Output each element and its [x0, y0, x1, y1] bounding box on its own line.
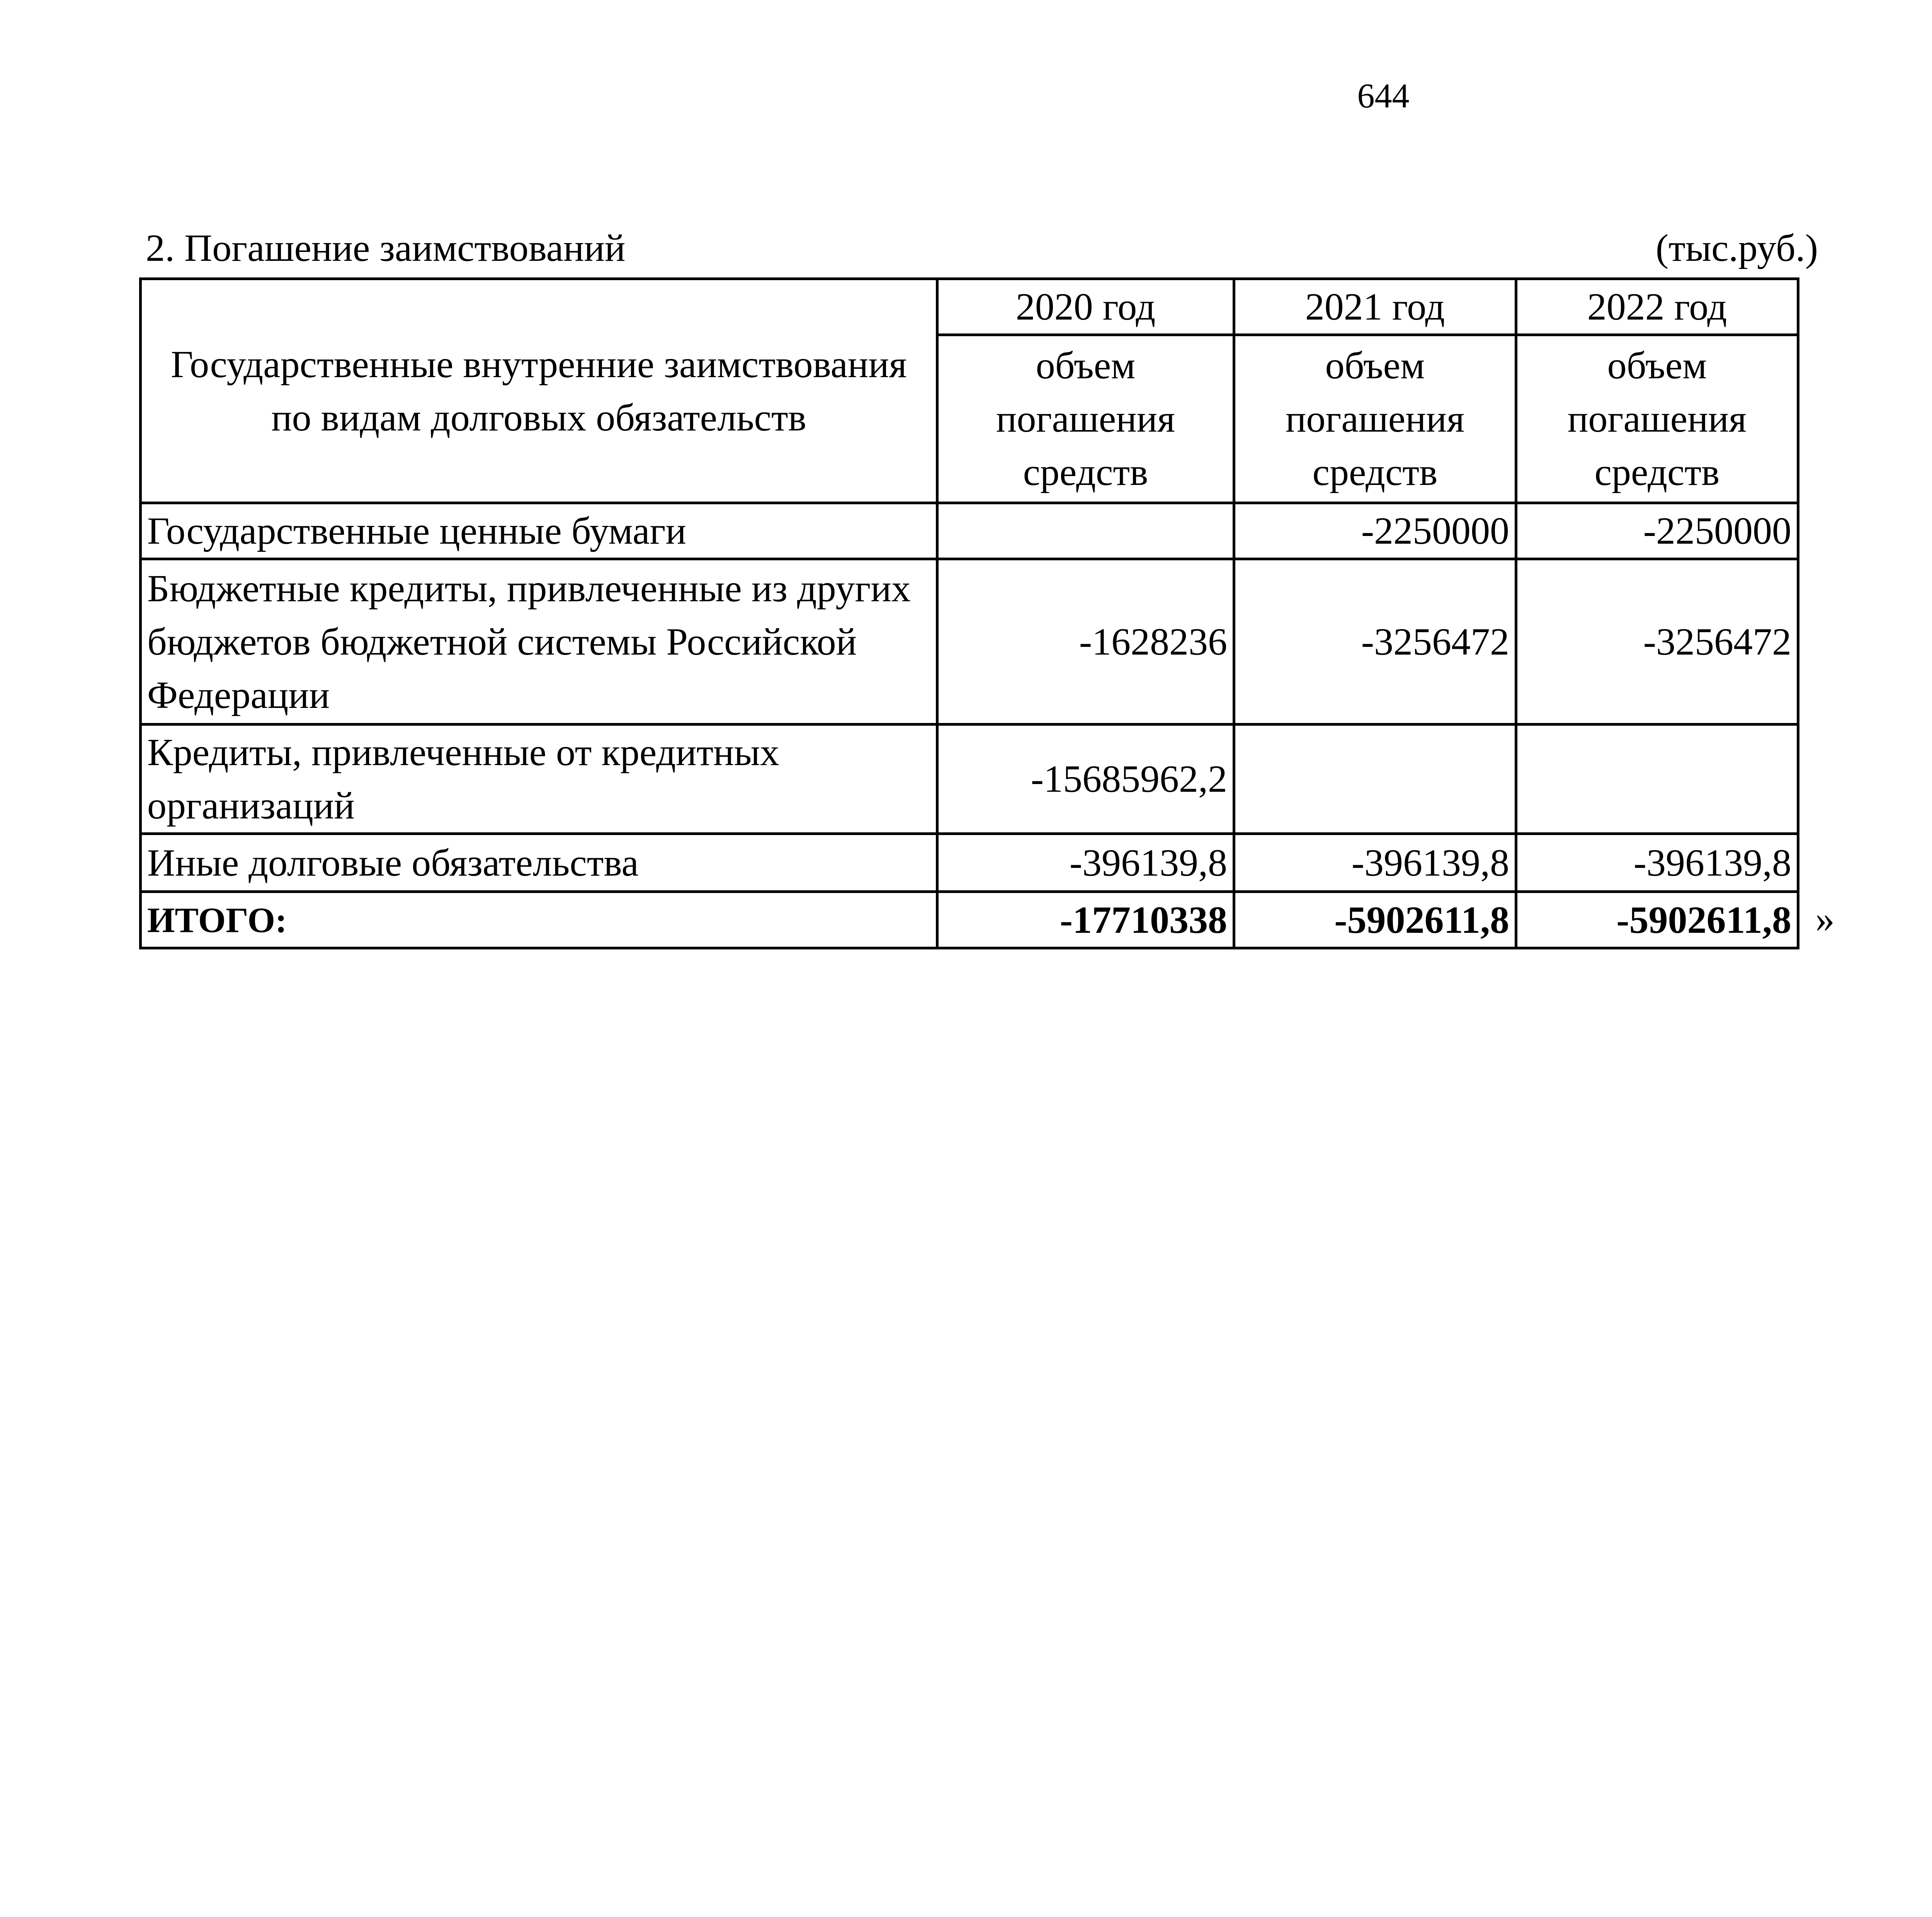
value-2022: -3256472: [1516, 559, 1798, 725]
value-2020: -396139,8: [937, 834, 1234, 892]
row-label: Иные долговые обязательства: [141, 834, 937, 892]
table-row: [141, 559, 1798, 725]
row-label: Кредиты, привлеченные от кредитных организаций: [141, 725, 937, 834]
page-number: 644: [1357, 77, 1410, 115]
value-2021: [1234, 725, 1516, 834]
header-row-years: [141, 279, 1798, 335]
value-2022: -396139,8: [1516, 834, 1798, 892]
header-year-2022: 2022 год: [1516, 279, 1798, 335]
total-label: ИТОГО:: [141, 892, 937, 948]
header-repayment-volume-2022: объем погашения средств: [1516, 335, 1798, 503]
table-row: [141, 503, 1798, 559]
total-2021: -5902611,8: [1234, 892, 1516, 948]
header-year-2021: 2021 год: [1234, 279, 1516, 335]
header-repayment-volume-2020: объем погашения средств: [937, 335, 1234, 503]
value-2021: -2250000: [1234, 503, 1516, 559]
section-heading-line: [146, 225, 1823, 271]
header-year-2020: 2020 год: [937, 279, 1234, 335]
value-2022: [1516, 725, 1798, 834]
value-2020: -15685962,2: [937, 725, 1234, 834]
total-2020: -17710338: [937, 892, 1234, 948]
row-label: Государственные ценные бумаги: [141, 503, 937, 559]
table-row: [141, 725, 1798, 834]
total-2022: -5902611,8: [1516, 892, 1798, 948]
total-row: [141, 892, 1798, 948]
row-label: Бюджетные кредиты, привлеченные из других бюджетов бюджетной системы Российской Федерации: [141, 559, 937, 725]
section-title: 2. Погашение заимствований: [146, 226, 626, 269]
closing-quote-mark: »: [1815, 897, 1835, 940]
value-2020: -1628236: [937, 559, 1234, 725]
value-2022: -2250000: [1516, 503, 1798, 559]
table-row: [141, 834, 1798, 892]
borrowings-repayment-table: [139, 277, 1799, 949]
header-borrowing-types: Государственные внутренние заимствования по видам долговых обязательств: [141, 279, 937, 503]
header-repayment-volume-2021: объем погашения средств: [1234, 335, 1516, 503]
value-2021: -3256472: [1234, 559, 1516, 725]
value-2021: -396139,8: [1234, 834, 1516, 892]
units-label: (тыс.руб.): [1655, 226, 1818, 269]
value-2020: [937, 503, 1234, 559]
